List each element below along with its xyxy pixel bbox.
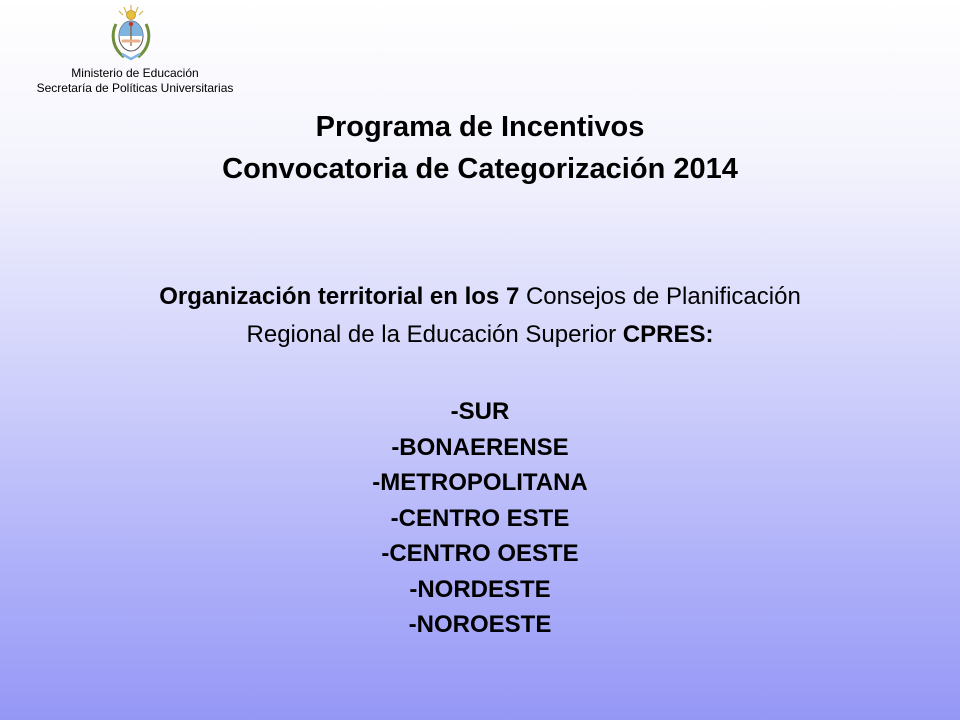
- coat-of-arms-icon: [108, 2, 154, 62]
- list-item: -CENTRO ESTE: [390, 504, 570, 532]
- organization-text-1: Consejos de Planificación: [519, 283, 801, 310]
- page-title: Programa de Incentivos: [315, 111, 645, 143]
- list-item: -SUR: [450, 398, 510, 425]
- list-item: -CENTRO OESTE: [381, 540, 579, 567]
- organization-bold-2: CPRES:: [622, 321, 714, 348]
- secretariat-name: Secretaría de Políticas Universitarias: [36, 81, 234, 95]
- list-item: -BONAERENSE: [391, 433, 569, 461]
- list-item: -NOROESTE: [408, 611, 552, 638]
- list-item: -NORDESTE: [409, 575, 551, 603]
- regions-list: [0, 394, 960, 643]
- ministry-name: Ministerio de Educación: [71, 66, 199, 80]
- organization-text-2: Regional de la Educación Superior: [246, 321, 623, 348]
- organization-bold-1: Organización territorial en los 7: [159, 283, 520, 310]
- page-subtitle: Convocatoria de Categorización 2014: [222, 153, 738, 185]
- list-item: -METROPOLITANA: [372, 469, 588, 496]
- organization-line-2: [0, 320, 960, 350]
- organization-line-1: [0, 282, 960, 312]
